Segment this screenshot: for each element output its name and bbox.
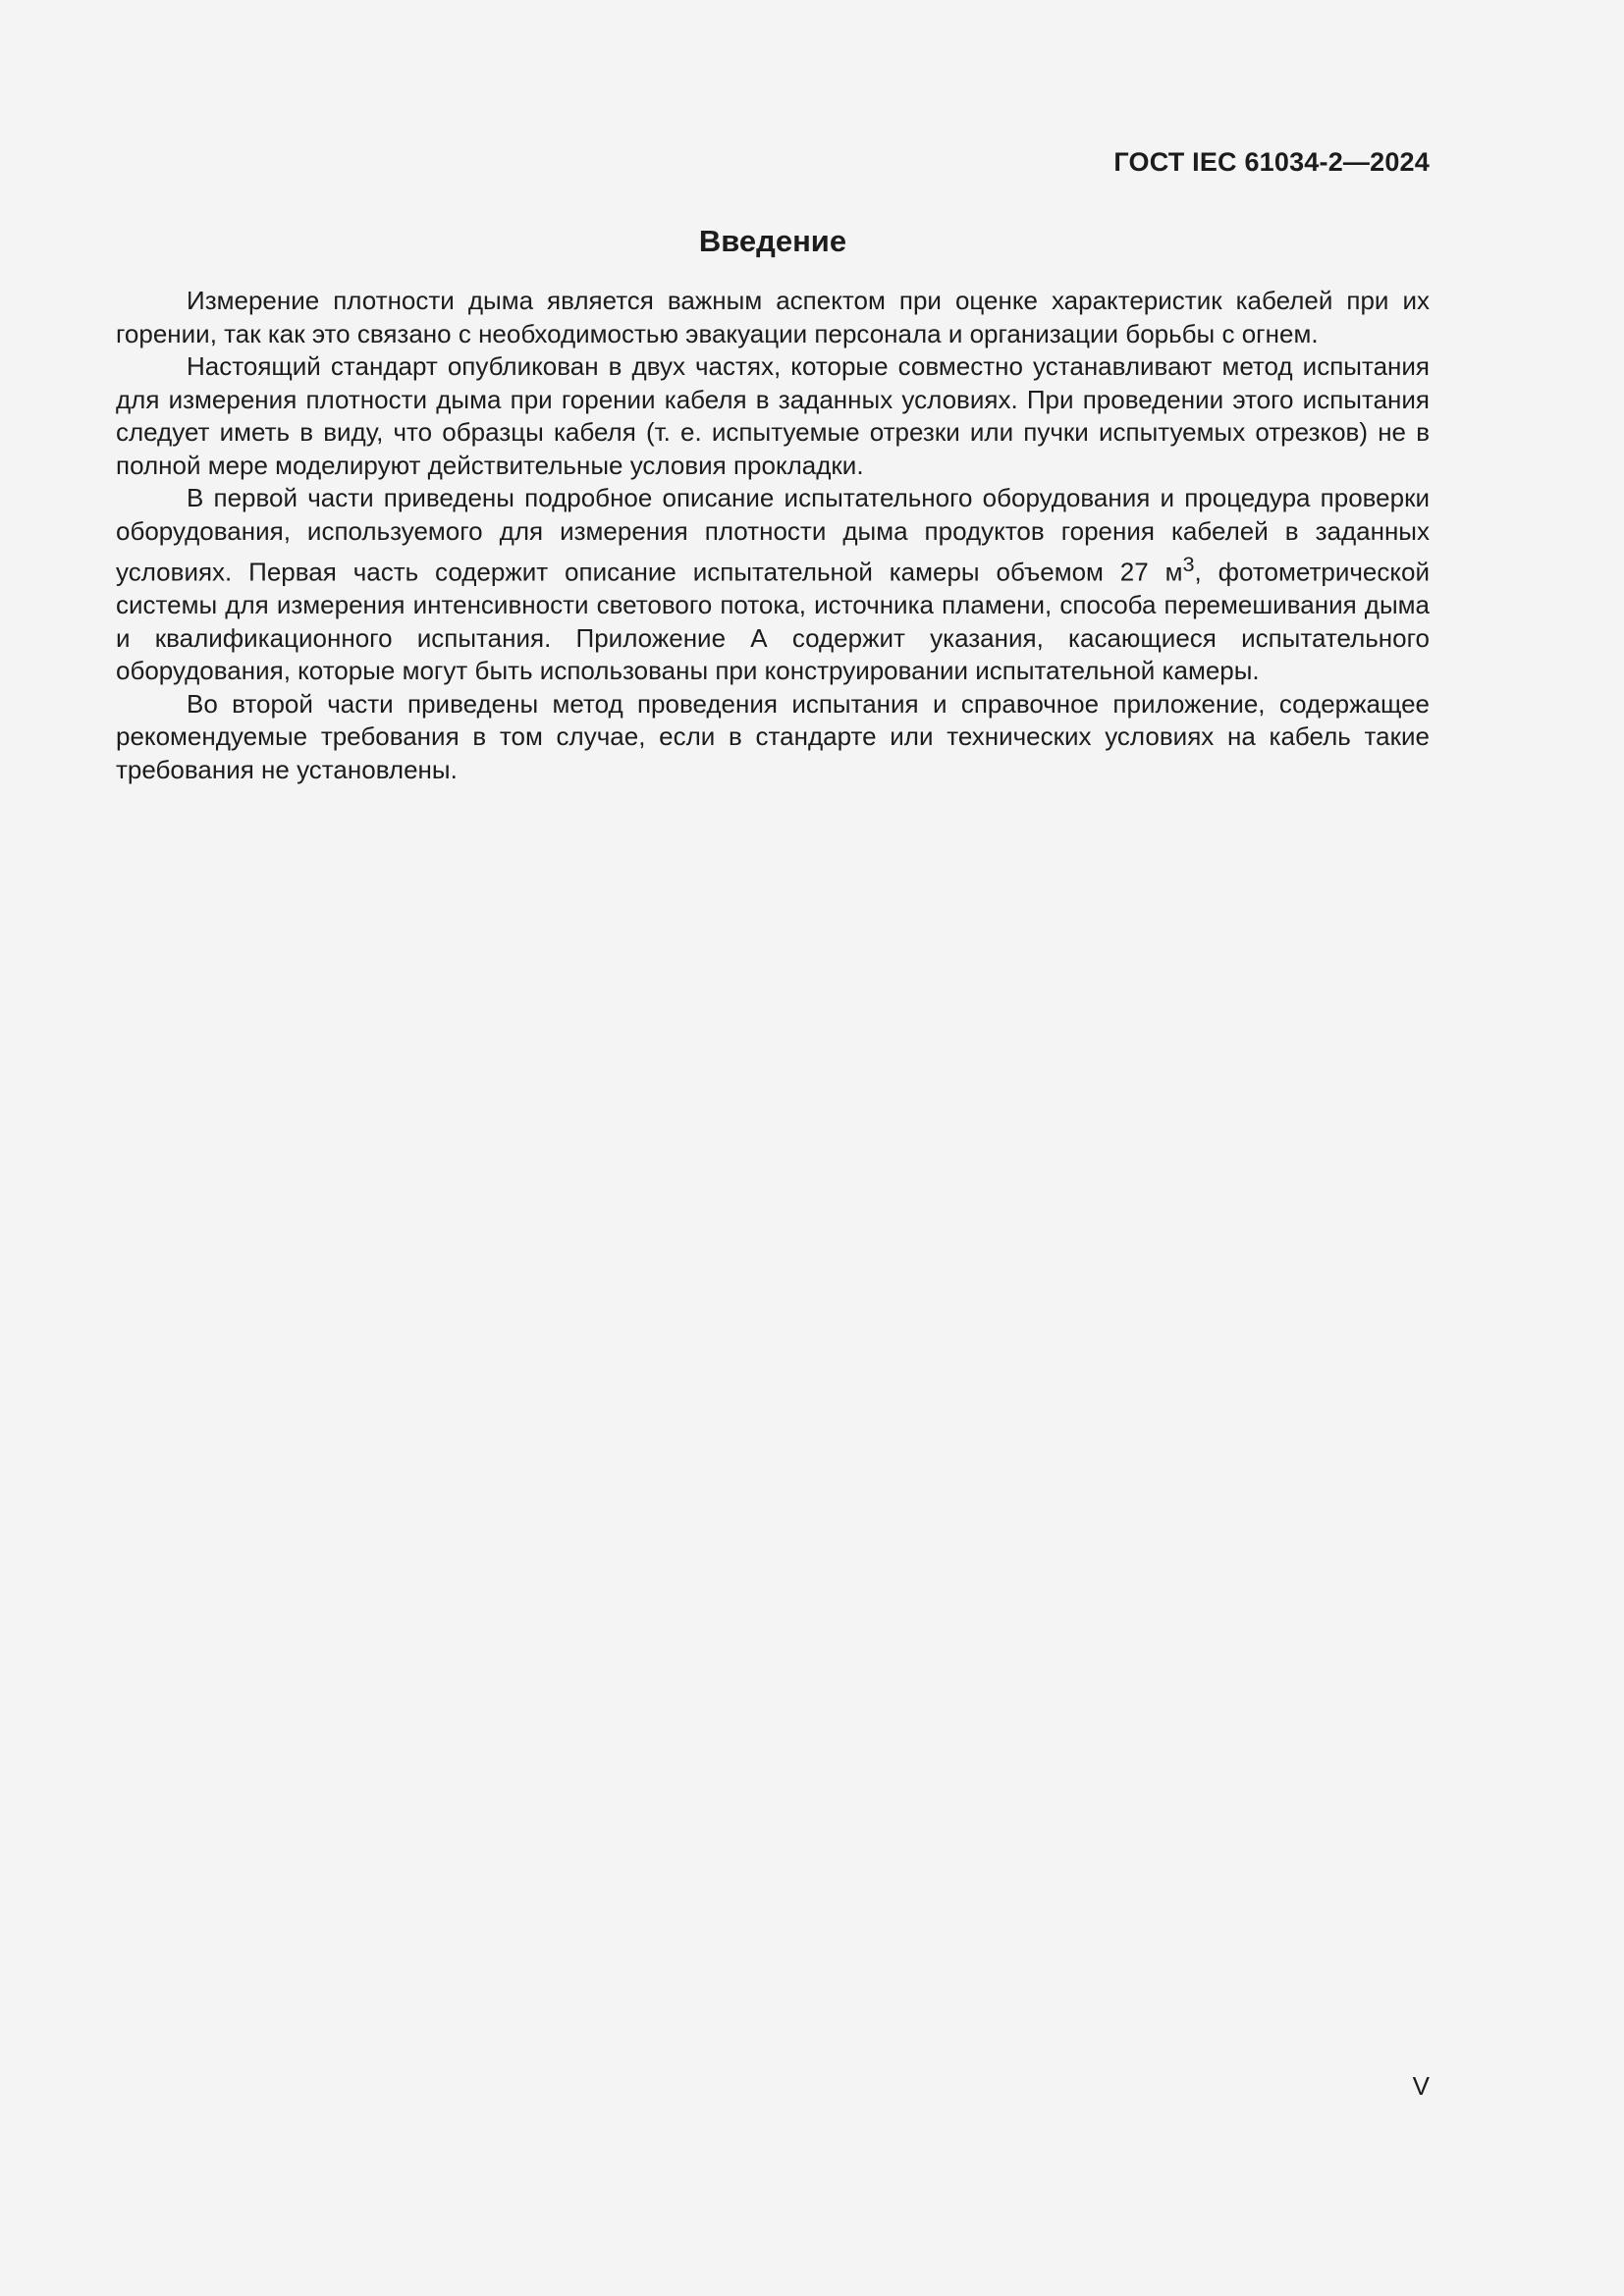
section-title: Введение: [698, 224, 847, 258]
paragraph-3-text-after: , фотометрической системы для измерения интенсивности светового потока, источника пламени, способа перемешивания дыма и квалификационного испытания. Приложение А содержит указания, касающиеся испытательного оборудования, которые могут быть использованы при конструировании испытательной камеры.: [116, 557, 1430, 686]
cubic-superscript: 3: [1182, 552, 1195, 576]
paragraph-4: Во второй части приведены метод проведения испытания и справочное приложение, содержащее рекомендуемые требования в том случае, если в стандарте или технических условиях на кабель такие требования не установлены.: [116, 688, 1430, 784]
paragraph-3-text-before: В первой части приведены подробное описание испытательного оборудования и процедура проверки оборудования, используемого для измерения плотности дыма продуктов горения кабелей в заданных условиях. Первая часть содержит описание испытательной камеры объемом 27 м: [116, 483, 1430, 587]
paragraph-1: Измерение плотности дыма является важным аспектом при оценке характеристик кабелей при их горении, так как это связано с необходимостью эвакуации персонала и организации борьбы с огнем.: [116, 286, 1430, 348]
page-number: V: [1412, 2071, 1430, 2101]
paragraph-3: [116, 482, 1430, 688]
introduction-body: [116, 285, 1430, 786]
paragraph-2: Настоящий стандарт опубликован в двух частях, которые совместно устанавливают метод испытания для измерения плотности дыма при горении кабеля в заданных условиях. При проведении этого испытания следует иметь в виду, что образцы кабеля (т. е. испытуемые отрезки или пучки испытуемых отрезков) не в полной мере моделируют действительные условия прокладки.: [116, 351, 1430, 480]
document-id: ГОСТ IEC 61034-2—2024: [1113, 147, 1430, 177]
